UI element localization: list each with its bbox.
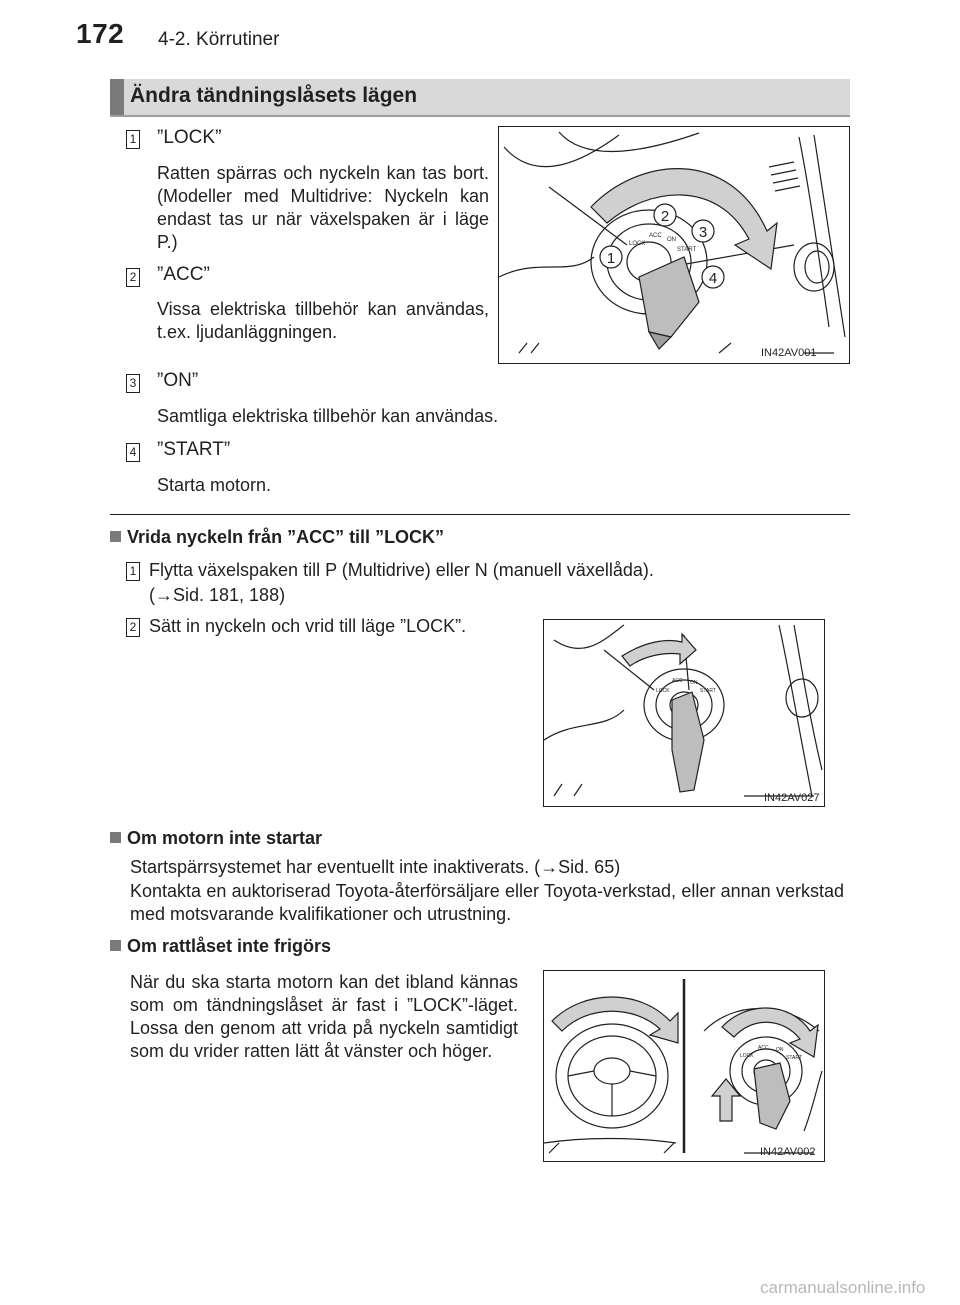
item-title-start: ”START” [157,439,231,460]
switch-label-on: ON [690,680,698,686]
no-start-heading: Om motorn inte startar [110,828,322,849]
bullet-square-icon [110,832,121,843]
steering-lock-heading: Om rattlåset inte frigörs [110,936,331,957]
step-1-text: Flytta växelspaken till P (Multidrive) eller N (manuell växellåda). [149,560,654,580]
turn-to-lock-figure [543,619,825,807]
switch-label-lock: LOCK [656,688,670,694]
step-2-text: Sätt in nyckeln och vrid till läge ”LOCK”. [149,616,467,636]
page-number: 172 [76,18,125,49]
figure-code: IN42AV001 [761,347,817,359]
bullet-square-icon [110,531,121,542]
section-heading-bar [110,79,850,117]
watermark[interactable]: carmanualsonline.info [760,1278,926,1297]
section-heading: Ändra tändningslåsets lägen [130,84,418,107]
divider [110,514,850,515]
switch-label-start: START [700,688,716,694]
switch-label-acc: ACC [758,1045,769,1051]
figure-code: IN42AV002 [760,1146,816,1158]
switch-label-start: START [786,1055,802,1061]
switch-label-lock: LOCK [740,1053,754,1059]
lock-section-heading: Vrida nyckeln från ”ACC” till ”LOCK” [110,527,444,548]
item-title-acc: ”ACC” [157,264,210,285]
item-number-4: 4 [126,443,140,462]
callout-4: 4 [708,270,718,287]
section-title: 4-2. Körrutiner [158,29,280,50]
switch-label-acc: ACC [649,233,662,239]
turn-to-lock-illustration [544,620,824,806]
item-text-lock: Ratten spärras och nyckeln kan tas bort. (Modeller med Multidrive: Nyckeln kan endast tas ur när växelspaken är i läge P.) [157,163,489,252]
heading-tab-marker [110,79,124,115]
callout-3: 3 [698,224,708,241]
item-number-1: 1 [126,130,140,149]
figure-code: IN42AV027 [764,792,820,804]
steering-lock-text: När du ska starta motorn kan det ibland kännas som om tändningslåset är fast i ”LOCK”-läget. Lossa den genom att vrida på nyckeln samtidigt som du vrider ratten lätt åt vänster och höger. [130,972,518,1061]
item-number-2: 2 [126,268,140,287]
no-start-text-2: Kontakta en auktoriserad Toyota-återförsäljare eller Toyota-verkstad, eller annan verkstad med motsvarande kvalifikationer och utrustning. [130,881,844,924]
ignition-illustration [499,127,849,363]
steering-lock-figure [543,970,825,1162]
switch-label-on: ON [667,237,676,243]
switch-label-acc: ACC [672,678,683,684]
steering-lock-illustration [544,971,824,1161]
item-text-on: Samtliga elektriska tillbehör kan användas. [157,406,499,426]
switch-label-start: START [677,247,697,253]
item-title-on: ”ON” [157,370,199,391]
switch-label-on: ON [776,1047,784,1053]
item-title-lock: ”LOCK” [157,127,222,148]
step-1-page-ref: (→Sid. 181, 188) [149,585,286,605]
item-number-3: 3 [126,374,140,393]
item-text-acc: Vissa elektriska tillbehör kan användas, t.ex. ljudanläggningen. [157,299,489,342]
callout-1: 1 [606,250,616,267]
switch-label-lock: LOCK [629,241,646,247]
step-number-2: 2 [126,618,140,637]
item-text-start: Starta motorn. [157,475,272,495]
callout-2: 2 [660,208,670,225]
ignition-positions-figure [498,126,850,364]
step-number-1: 1 [126,562,140,581]
bullet-square-icon [110,940,121,951]
no-start-text-1: Startspärrsystemet har eventuellt inte inaktiverats. (→Sid. 65) [130,857,621,877]
